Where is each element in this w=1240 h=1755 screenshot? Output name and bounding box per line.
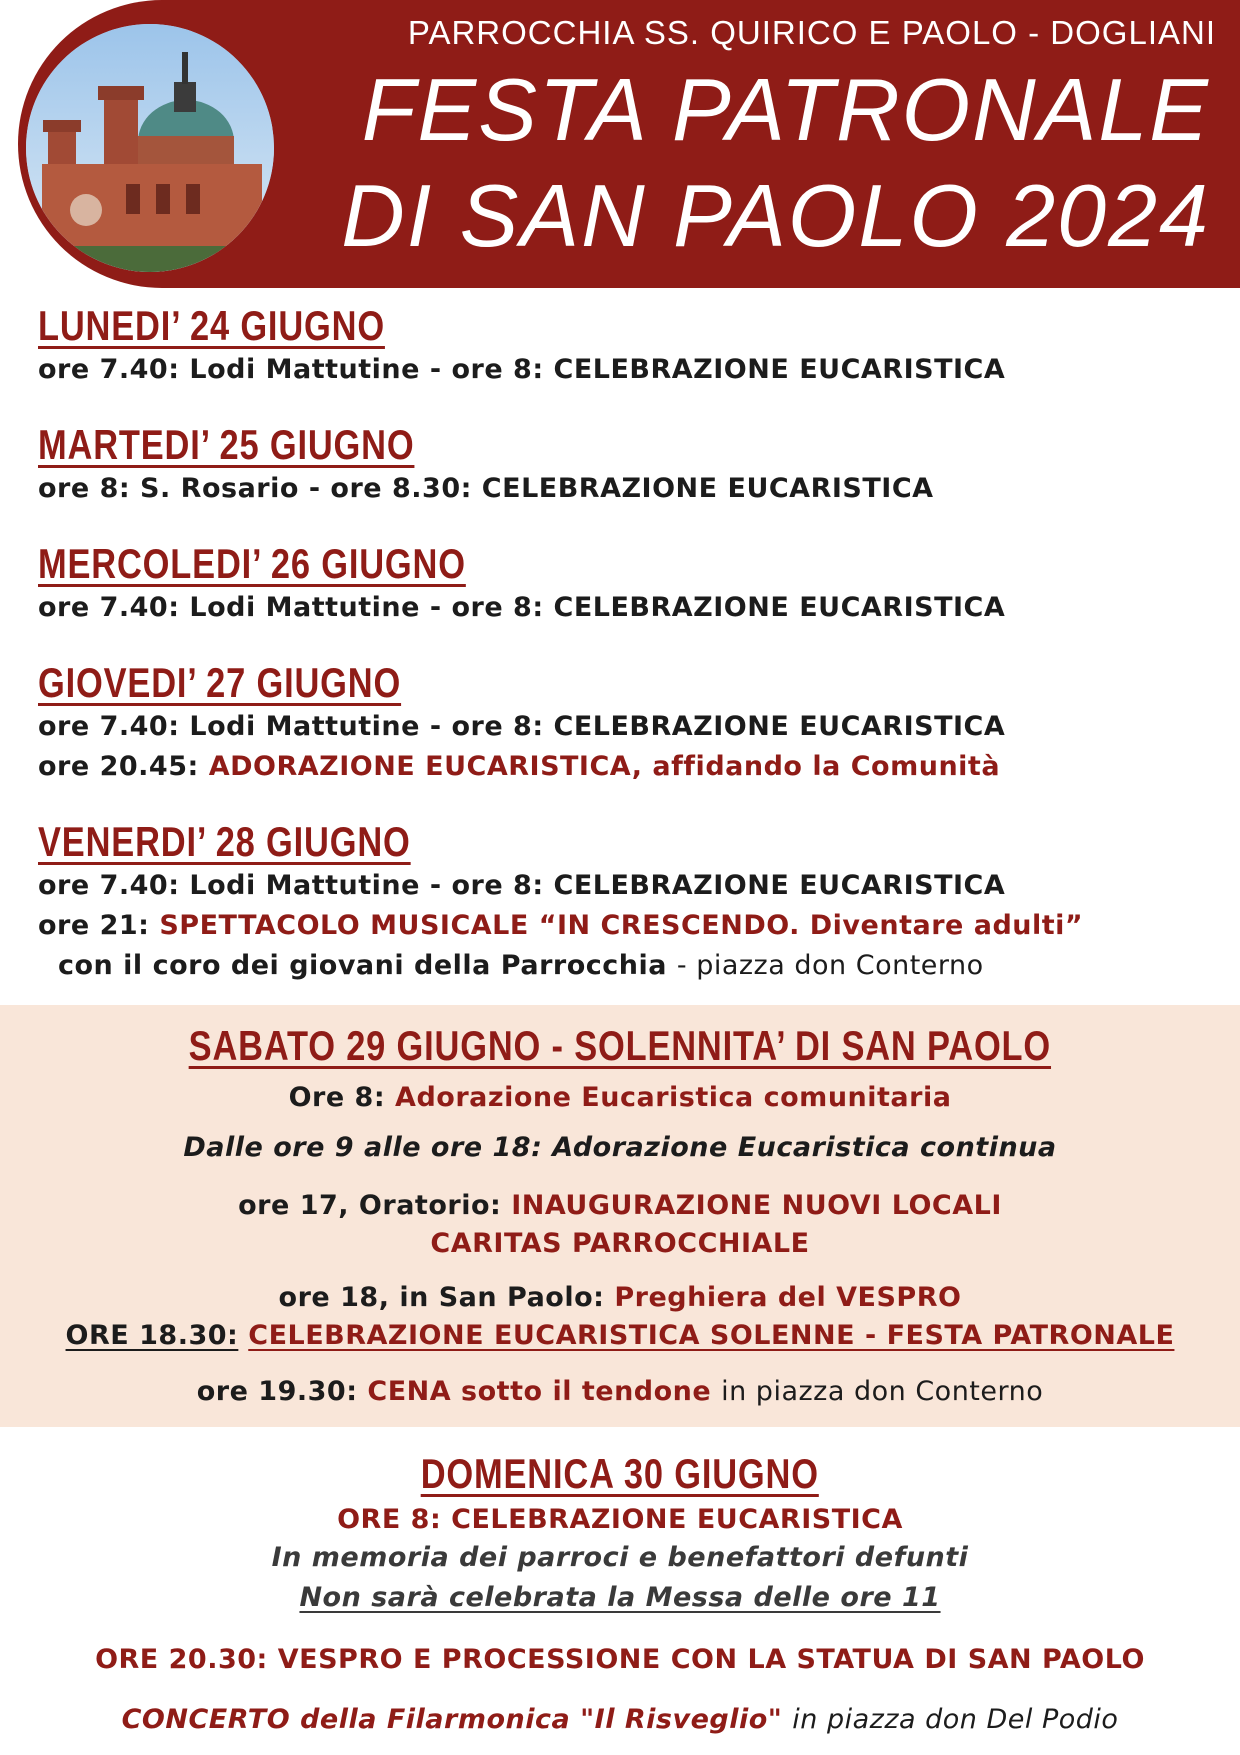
schedule-line [0, 1700, 1240, 1740]
event-text: CENA sotto il tendone [367, 1376, 712, 1407]
header [0, 0, 1240, 290]
schedule-line [0, 1078, 1240, 1118]
sunday-title-row [0, 1450, 1240, 1498]
event-text: Preghiera del VESPRO [614, 1282, 962, 1313]
day-wednesday [38, 540, 1005, 628]
event-text: CELEBRAZIONE EUCARISTICA SOLENNE - FESTA PATRONALE [248, 1320, 1175, 1351]
notice-text: Non sarà celebrata la Messa delle ore 11 [299, 1582, 941, 1613]
schedule-line: Dalle ore 9 alle ore 18: Adorazione Eucaristica continua [183, 1132, 1057, 1163]
schedule-line [0, 1316, 1240, 1356]
time: ore 21: [38, 910, 150, 941]
schedule-line [38, 747, 1005, 787]
church-photo [26, 24, 274, 272]
time: ore 20.45: [38, 751, 199, 782]
day-title: DOMENICA 30 GIUGNO [420, 1450, 820, 1497]
schedule-line [0, 1186, 1240, 1226]
event-text: CONCERTO [121, 1704, 291, 1735]
event-title-line1: FESTA PATRONALE [361, 60, 1210, 159]
event-text: Adorazione Eucaristica comunitaria [395, 1082, 952, 1113]
day-title: GIOVEDI’ 27 GIUGNO [38, 659, 402, 706]
schedule-line: ore 7.40: Lodi Mattutine - ore 8: CELEBRAZIONE EUCARISTICA [38, 711, 1006, 742]
schedule-line: CARITAS PARROCCHIALE [430, 1228, 810, 1259]
day-friday [38, 818, 1083, 986]
event-text: SPETTACOLO MUSICALE “IN CRESCENDO. Diventare adulti” [159, 910, 1084, 941]
time: Ore 8: [288, 1082, 386, 1113]
time: ore 18, in San Paolo: [278, 1282, 605, 1313]
day-title: MERCOLEDI’ 26 GIUGNO [38, 540, 466, 587]
schedule-line [38, 946, 1083, 986]
schedule-line: ore 7.40: Lodi Mattutine - ore 8: CELEBRAZIONE EUCARISTICA [38, 592, 1006, 623]
schedule-line: ORE 8: CELEBRAZIONE EUCARISTICA [337, 1504, 903, 1535]
schedule-line: ORE 20.30: VESPRO E PROCESSIONE CON LA STATUA DI SAN PAOLO [95, 1644, 1145, 1675]
time: ore 17, Oratorio: [238, 1190, 502, 1221]
parish-name: PARROCCHIA SS. QUIRICO E PAOLO - DOGLIANI [407, 14, 1216, 51]
schedule-line [38, 906, 1083, 946]
day-monday [38, 302, 1005, 390]
schedule-line [0, 1578, 1240, 1618]
event-text: della Filarmonica "Il Risveglio" [300, 1704, 783, 1735]
time: ore 19.30: [196, 1376, 358, 1407]
schedule-line [0, 1372, 1240, 1412]
day-title: MARTEDI’ 25 GIUGNO [38, 421, 415, 468]
schedule-line [0, 1278, 1240, 1318]
event-title-line2: DI SAN PAOLO 2024 [341, 166, 1210, 265]
time: ORE 18.30: [65, 1320, 239, 1351]
schedule-line: ore 7.40: Lodi Mattutine - ore 8: CELEBRAZIONE EUCARISTICA [38, 870, 1006, 901]
day-tuesday [38, 421, 934, 509]
event-text: con il coro dei giovani della Parrocchia [58, 950, 667, 981]
place: in piazza don Conterno [721, 1376, 1044, 1407]
place: in piazza don Del Podio [792, 1704, 1119, 1735]
day-title: LUNEDI’ 24 GIUGNO [38, 302, 385, 349]
schedule-line: ore 7.40: Lodi Mattutine - ore 8: CELEBRAZIONE EUCARISTICA [38, 354, 1006, 385]
event-text: ADORAZIONE EUCARISTICA, affidando la Comunità [208, 751, 1001, 782]
saturday-title-row [0, 1022, 1240, 1070]
event-text: INAUGURAZIONE NUOVI LOCALI [511, 1190, 1002, 1221]
schedule-line: In memoria dei parroci e benefattori defunti [271, 1542, 969, 1573]
day-title: VENERDI’ 28 GIUGNO [38, 818, 411, 865]
day-title: SABATO 29 GIUGNO - SOLENNITA’ DI SAN PAOLO [188, 1022, 1052, 1069]
place: - piazza don Conterno [676, 950, 984, 981]
schedule-line: ore 8: S. Rosario - ore 8.30: CELEBRAZIONE EUCARISTICA [38, 473, 934, 504]
day-thursday [38, 659, 1005, 787]
